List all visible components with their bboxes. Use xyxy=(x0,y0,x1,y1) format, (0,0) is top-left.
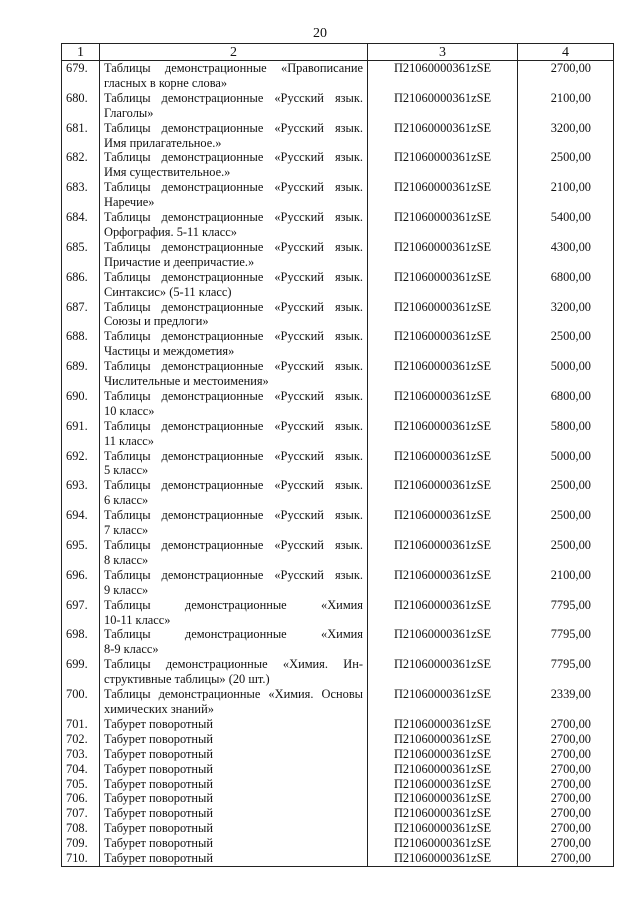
item-code: П21060000361zSE xyxy=(368,538,518,568)
row-number: 704. xyxy=(62,762,100,777)
table-row xyxy=(62,91,614,121)
item-name-line-1: Таблицы демонстрационные «Русский язык. xyxy=(104,150,363,165)
item-code: П21060000361zSE xyxy=(368,836,518,851)
item-code: П21060000361zSE xyxy=(368,508,518,538)
table-row xyxy=(62,240,614,270)
row-number: 696. xyxy=(62,568,100,598)
table-row xyxy=(62,508,614,538)
item-name xyxy=(100,791,368,806)
item-code: П21060000361zSE xyxy=(368,791,518,806)
table-row xyxy=(62,777,614,792)
item-name xyxy=(100,478,368,508)
item-name-line-1: Табурет поворотный xyxy=(104,806,214,821)
item-price: 2339,00 xyxy=(518,687,614,717)
item-name-line-2: 8 класс» xyxy=(104,552,149,567)
item-name-line-1: Таблицы демонстрационные «Русский язык. xyxy=(104,388,363,403)
row-number: 685. xyxy=(62,240,100,270)
item-name-line-1: Табурет поворотный xyxy=(104,716,214,731)
item-code: П21060000361zSE xyxy=(368,568,518,598)
item-code: П21060000361zSE xyxy=(368,180,518,210)
table-row xyxy=(62,478,614,508)
row-number: 686. xyxy=(62,270,100,300)
item-name xyxy=(100,836,368,851)
item-name-line-1: Таблицы демонстрационные «Химия xyxy=(104,627,363,642)
item-name xyxy=(100,717,368,732)
item-name-line-2: Союзы и предлоги» xyxy=(104,314,209,329)
item-name-line-1: Табурет поворотный xyxy=(104,761,214,776)
row-number: 699. xyxy=(62,657,100,687)
item-price: 2100,00 xyxy=(518,180,614,210)
item-code: П21060000361zSE xyxy=(368,777,518,792)
row-number: 691. xyxy=(62,419,100,449)
table-row xyxy=(62,210,614,240)
row-number: 707. xyxy=(62,806,100,821)
item-name-line-2: Глаголы» xyxy=(104,105,154,120)
item-name-line-2: 11 класс» xyxy=(104,433,154,448)
item-name-line-1: Табурет поворотный xyxy=(104,731,214,746)
table-row xyxy=(62,717,614,732)
item-name-line-1: Таблицы демонстрационные «Русский язык. xyxy=(104,120,363,135)
item-price: 2500,00 xyxy=(518,478,614,508)
item-price: 2700,00 xyxy=(518,717,614,732)
item-name-line-2: 5 класс» xyxy=(104,463,149,478)
row-number: 695. xyxy=(62,538,100,568)
table-row xyxy=(62,150,614,180)
item-price: 6800,00 xyxy=(518,389,614,419)
table-row xyxy=(62,762,614,777)
row-number: 703. xyxy=(62,747,100,762)
item-name xyxy=(100,821,368,836)
item-code: П21060000361zSE xyxy=(368,657,518,687)
item-name xyxy=(100,210,368,240)
item-name xyxy=(100,150,368,180)
row-number: 680. xyxy=(62,91,100,121)
table-row xyxy=(62,449,614,479)
table-row xyxy=(62,270,614,300)
row-number: 693. xyxy=(62,478,100,508)
item-name xyxy=(100,300,368,330)
item-name-line-2: Имя существительное.» xyxy=(104,165,231,180)
table-row xyxy=(62,747,614,762)
header-row xyxy=(62,44,614,61)
table-row xyxy=(62,180,614,210)
table-row xyxy=(62,732,614,747)
item-code: П21060000361zSE xyxy=(368,210,518,240)
item-code: П21060000361zSE xyxy=(368,91,518,121)
table-row xyxy=(62,389,614,419)
item-price: 5800,00 xyxy=(518,419,614,449)
table-body xyxy=(62,61,614,867)
item-name-line-1: Таблицы демонстрационные «Русский язык. xyxy=(104,299,363,314)
row-number: 690. xyxy=(62,389,100,419)
item-code: П21060000361zSE xyxy=(368,687,518,717)
item-name-line-1: Таблицы демонстрационные «Химия. Основы xyxy=(104,687,363,702)
row-number: 710. xyxy=(62,851,100,866)
item-name-line-2: 10-11 класс» xyxy=(104,612,171,627)
item-name-line-1: Таблицы демонстрационные «Русский язык. xyxy=(104,329,363,344)
item-code: П21060000361zSE xyxy=(368,478,518,508)
item-name xyxy=(100,329,368,359)
item-name-line-1: Таблицы демонстрационные «Русский язык. xyxy=(104,90,363,105)
item-name-line-1: Табурет поворотный xyxy=(104,821,214,836)
item-name xyxy=(100,240,368,270)
item-name-line-1: Таблицы демонстрационные «Русский язык. xyxy=(104,538,363,552)
item-name-line-2: гласных в корне слова» xyxy=(104,75,228,90)
row-number: 697. xyxy=(62,598,100,628)
item-name xyxy=(100,419,368,449)
item-price: 2700,00 xyxy=(518,61,614,91)
header-col-2: 2 xyxy=(100,44,368,61)
item-price: 2700,00 xyxy=(518,836,614,851)
row-number: 687. xyxy=(62,300,100,330)
table-row xyxy=(62,121,614,151)
row-number: 709. xyxy=(62,836,100,851)
table-row xyxy=(62,836,614,851)
items-table xyxy=(61,43,614,867)
item-name-line-2: Причастие и деепричастие.» xyxy=(104,254,255,269)
item-name xyxy=(100,598,368,628)
item-price: 2700,00 xyxy=(518,851,614,866)
item-price: 4300,00 xyxy=(518,240,614,270)
item-name xyxy=(100,732,368,747)
row-number: 692. xyxy=(62,449,100,479)
item-name xyxy=(100,777,368,792)
table-row xyxy=(62,657,614,687)
table-row xyxy=(62,687,614,717)
item-code: П21060000361zSE xyxy=(368,806,518,821)
item-code: П21060000361zSE xyxy=(368,717,518,732)
item-name xyxy=(100,449,368,479)
item-name xyxy=(100,389,368,419)
item-name xyxy=(100,851,368,866)
item-price: 2700,00 xyxy=(518,777,614,792)
item-code: П21060000361zSE xyxy=(368,821,518,836)
item-name xyxy=(100,627,368,657)
item-name xyxy=(100,121,368,151)
item-name xyxy=(100,747,368,762)
item-price: 3200,00 xyxy=(518,121,614,151)
item-code: П21060000361zSE xyxy=(368,762,518,777)
item-code: П21060000361zSE xyxy=(368,300,518,330)
item-code: П21060000361zSE xyxy=(368,747,518,762)
item-name-line-2: 9 класс» xyxy=(104,582,149,597)
item-price: 7795,00 xyxy=(518,627,614,657)
item-name-line-2: Числительные и местоимения» xyxy=(104,374,269,389)
item-name-line-1: Таблицы демонстрационные «Правописание xyxy=(104,61,363,75)
row-number: 708. xyxy=(62,821,100,836)
table-row xyxy=(62,61,614,91)
item-price: 2500,00 xyxy=(518,150,614,180)
item-name-line-2: Орфография. 5-11 класс» xyxy=(104,224,237,239)
item-name xyxy=(100,687,368,717)
item-name-line-2: 6 класс» xyxy=(104,493,149,508)
item-name-line-1: Таблицы демонстрационные «Русский язык. xyxy=(104,508,363,523)
table-row xyxy=(62,806,614,821)
item-code: П21060000361zSE xyxy=(368,61,518,91)
item-code: П21060000361zSE xyxy=(368,732,518,747)
item-name-line-2: структивные таблицы» (20 шт.) xyxy=(104,672,270,687)
item-price: 2500,00 xyxy=(518,538,614,568)
item-code: П21060000361zSE xyxy=(368,419,518,449)
item-name-line-1: Таблицы демонстрационные «Русский язык. xyxy=(104,448,363,463)
item-price: 6800,00 xyxy=(518,270,614,300)
item-price: 5000,00 xyxy=(518,359,614,389)
row-number: 702. xyxy=(62,732,100,747)
item-code: П21060000361zSE xyxy=(368,121,518,151)
item-price: 3200,00 xyxy=(518,300,614,330)
row-number: 701. xyxy=(62,717,100,732)
table-row xyxy=(62,821,614,836)
item-price: 2100,00 xyxy=(518,568,614,598)
item-name xyxy=(100,91,368,121)
header-col-3: 3 xyxy=(368,44,518,61)
item-price: 7795,00 xyxy=(518,598,614,628)
item-name-line-1: Таблицы демонстрационные «Русский язык. xyxy=(104,180,363,195)
item-price: 2700,00 xyxy=(518,821,614,836)
row-number: 682. xyxy=(62,150,100,180)
item-price: 5400,00 xyxy=(518,210,614,240)
item-price: 2700,00 xyxy=(518,791,614,806)
item-code: П21060000361zSE xyxy=(368,851,518,866)
item-name-line-2: Синтаксис» (5-11 класс) xyxy=(104,284,232,299)
page-number: 20 xyxy=(313,26,327,41)
item-price: 5000,00 xyxy=(518,449,614,479)
item-price: 2500,00 xyxy=(518,508,614,538)
item-name-line-1: Таблицы демонстрационные «Химия xyxy=(104,597,363,612)
item-name xyxy=(100,270,368,300)
item-name xyxy=(100,538,368,568)
row-number: 698. xyxy=(62,627,100,657)
item-code: П21060000361zSE xyxy=(368,389,518,419)
item-name xyxy=(100,762,368,777)
row-number: 684. xyxy=(62,210,100,240)
item-price: 2100,00 xyxy=(518,91,614,121)
item-code: П21060000361zSE xyxy=(368,449,518,479)
row-number: 688. xyxy=(62,329,100,359)
item-code: П21060000361zSE xyxy=(368,627,518,657)
item-price: 2700,00 xyxy=(518,747,614,762)
item-name-line-1: Таблицы демонстрационные «Русский язык. xyxy=(104,418,363,433)
item-name xyxy=(100,180,368,210)
item-code: П21060000361zSE xyxy=(368,359,518,389)
item-code: П21060000361zSE xyxy=(368,240,518,270)
item-code: П21060000361zSE xyxy=(368,329,518,359)
row-number: 681. xyxy=(62,121,100,151)
item-price: 2700,00 xyxy=(518,732,614,747)
item-name-line-1: Таблицы демонстрационные «Русский язык. xyxy=(104,567,363,582)
table-row xyxy=(62,598,614,628)
row-number: 679. xyxy=(62,61,100,91)
item-name xyxy=(100,806,368,821)
item-price: 2700,00 xyxy=(518,806,614,821)
table-row xyxy=(62,419,614,449)
item-price: 7795,00 xyxy=(518,657,614,687)
item-code: П21060000361zSE xyxy=(368,598,518,628)
header-col-1: 1 xyxy=(62,44,100,61)
item-name xyxy=(100,568,368,598)
item-name-line-2: Частицы и междометия» xyxy=(104,344,235,359)
item-name-line-2: 8-9 класс» xyxy=(104,642,159,657)
item-name-line-2: 7 класс» xyxy=(104,523,149,538)
item-price: 2500,00 xyxy=(518,329,614,359)
item-name-line-2: химических знаний» xyxy=(104,701,214,716)
item-name-line-1: Табурет поворотный xyxy=(104,791,214,806)
table-row xyxy=(62,538,614,568)
item-name-line-1: Табурет поворотный xyxy=(104,746,214,761)
item-name-line-2: 10 класс» xyxy=(104,403,155,418)
item-name-line-1: Таблицы демонстрационные «Русский язык. xyxy=(104,359,363,374)
item-name-line-1: Таблицы демонстрационные «Русский язык. xyxy=(104,478,363,493)
row-number: 700. xyxy=(62,687,100,717)
item-name-line-2: Имя прилагательное.» xyxy=(104,135,222,150)
item-name xyxy=(100,508,368,538)
header-col-4: 4 xyxy=(518,44,614,61)
table-row xyxy=(62,851,614,866)
table-row xyxy=(62,329,614,359)
item-name-line-1: Табурет поворотный xyxy=(104,851,214,866)
item-name-line-1: Таблицы демонстрационные «Русский язык. xyxy=(104,269,363,284)
row-number: 706. xyxy=(62,791,100,806)
row-number: 683. xyxy=(62,180,100,210)
item-name-line-1: Таблицы демонстрационные «Русский язык. xyxy=(104,239,363,254)
table-row xyxy=(62,568,614,598)
item-name-line-1: Таблицы демонстрационные «Химия. Ин- xyxy=(104,657,363,672)
item-code: П21060000361zSE xyxy=(368,150,518,180)
row-number: 694. xyxy=(62,508,100,538)
item-name xyxy=(100,61,368,91)
item-name-line-1: Табурет поворотный xyxy=(104,776,214,791)
table-row xyxy=(62,627,614,657)
table-row xyxy=(62,791,614,806)
item-name-line-1: Таблицы демонстрационные «Русский язык. xyxy=(104,210,363,225)
item-code: П21060000361zSE xyxy=(368,270,518,300)
row-number: 689. xyxy=(62,359,100,389)
item-name-line-2: Наречие» xyxy=(104,195,155,210)
table-row xyxy=(62,359,614,389)
table-row xyxy=(62,300,614,330)
item-name xyxy=(100,359,368,389)
item-name xyxy=(100,657,368,687)
item-name-line-1: Табурет поворотный xyxy=(104,836,214,851)
item-price: 2700,00 xyxy=(518,762,614,777)
row-number: 705. xyxy=(62,777,100,792)
